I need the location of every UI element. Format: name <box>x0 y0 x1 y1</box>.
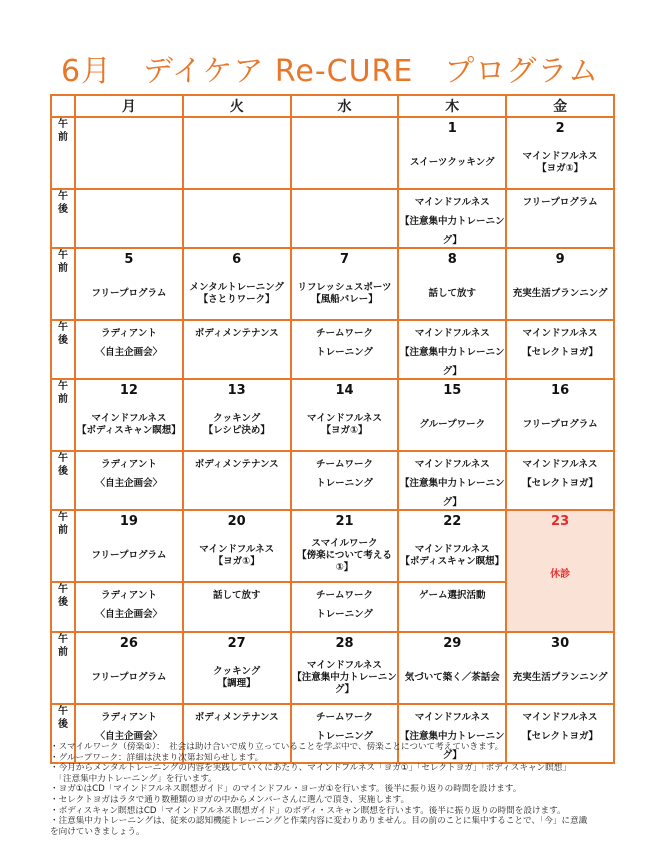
day-number: 7 <box>339 252 350 267</box>
weekday-header: 水 <box>291 95 399 117</box>
am-program: マインドフルネス 【ヨガ①】 <box>199 544 275 567</box>
day-number: 8 <box>447 252 457 267</box>
day-cell-am <box>75 248 183 320</box>
day-number: 13 <box>227 383 246 398</box>
am-program: 充実生活プランニング <box>512 288 608 299</box>
day-cell-am <box>291 510 399 582</box>
day-cell-am <box>183 117 291 189</box>
pm-program: ボディメンテナンス <box>194 459 279 470</box>
day-cell-am <box>291 379 399 451</box>
day-number: 5 <box>124 252 134 267</box>
program-calendar <box>50 94 615 764</box>
day-cell-pm <box>75 451 183 510</box>
day-number: 20 <box>227 514 246 529</box>
am-program: マインドフルネス 【ボディスキャン瞑想】 <box>400 544 505 567</box>
am-program: フリープログラム <box>522 419 598 430</box>
am-program: グループワーク <box>419 419 486 430</box>
day-cell-am <box>291 248 399 320</box>
day-cell-pm <box>183 451 291 510</box>
day-cell-pm <box>506 451 614 510</box>
day-cell-am <box>398 379 506 451</box>
day-cell-pm <box>398 451 506 510</box>
day-cell-am <box>75 510 183 582</box>
day-cell-am <box>506 632 614 704</box>
pm-program: ボディメンテナンス <box>194 712 279 723</box>
day-number: 14 <box>335 383 354 398</box>
day-number <box>292 118 398 139</box>
weekday-header: 火 <box>183 95 291 117</box>
pm-program: チームワーク トレーニング <box>315 328 373 358</box>
pm-program: ゲーム選択活動 <box>419 590 486 601</box>
pm-label: 午 後 <box>51 189 75 248</box>
week-pm-row <box>51 451 614 510</box>
pm-label: 午 後 <box>51 320 75 379</box>
day-cell-am <box>183 248 291 320</box>
day-number: 12 <box>119 383 138 398</box>
am-program: マインドフルネス 【注意集中力トレーニング】 <box>292 660 397 695</box>
day-number: 19 <box>119 514 138 529</box>
am-label: 午 前 <box>51 632 75 704</box>
day-number: 1 <box>447 121 457 136</box>
note-line: ・セレクトヨガはラタで通り数種類のヨガの中からメンバーさんに選んで頂き、実施します。 <box>50 794 410 805</box>
pm-program: マインドフルネス 【注意集中力トレーニング】 <box>400 459 505 508</box>
day-number: 26 <box>119 636 138 651</box>
note-line: を向けていきましょう。 <box>50 826 145 837</box>
day-number: 30 <box>551 636 570 651</box>
am-program: フリープログラム <box>91 672 167 683</box>
week-am-row <box>51 510 614 582</box>
am-program: リフレッシュスポーツ 【風船バレー】 <box>297 282 392 305</box>
pm-program: ラディアント 〈自主企画会〉 <box>95 712 163 742</box>
am-label: 午 前 <box>51 248 75 320</box>
day-cell-am <box>506 248 614 320</box>
note-line: ・注意集中力トレーニングは、従来の認知機能トレーニングと作業内容に変わりありません。目の前のことに集中することで、「今」に意識 <box>50 816 588 827</box>
am-label: 午 前 <box>51 510 75 582</box>
am-program: フリープログラム <box>91 550 167 561</box>
am-program: メンタルトレーニング 【さとりワーク】 <box>189 282 284 305</box>
day-number <box>76 118 182 139</box>
header-corner <box>51 95 75 117</box>
day-cell-am <box>506 117 614 189</box>
pm-program: 話して放す <box>212 590 261 601</box>
pm-program: ラディアント 〈自主企画会〉 <box>95 590 163 620</box>
day-cell-am <box>183 632 291 704</box>
day-cell-pm <box>183 320 291 379</box>
day-cell-am <box>291 117 399 189</box>
note-line: 「注意集中力トレーニング」を行います。 <box>50 773 217 784</box>
day-cell-am <box>183 379 291 451</box>
pm-program: マインドフルネス 【注意集中力トレーニング】 <box>400 712 505 761</box>
note-line: ・ヨガ①はCD「マインドフルネス瞑想ガイド」のマインドフル・ヨーガ①を行います。後半に振り返りの時間を設けます。 <box>50 784 522 795</box>
day-number: 16 <box>551 383 570 398</box>
pm-program: チームワーク トレーニング <box>315 459 373 489</box>
weekday-header: 月 <box>75 95 183 117</box>
day-cell-pm <box>183 189 291 248</box>
am-program: クッキング 【レシピ決め】 <box>203 413 270 436</box>
week-pm-row <box>51 320 614 379</box>
day-cell-am <box>291 632 399 704</box>
day-cell-pm <box>398 320 506 379</box>
am-program: フリープログラム <box>91 288 167 299</box>
day-cell-am <box>398 117 506 189</box>
am-program: 気づいて築く／茶話会 <box>404 672 500 683</box>
weekday-header: 木 <box>398 95 506 117</box>
pm-program: チームワーク トレーニング <box>315 712 373 742</box>
day-cell-pm <box>398 582 506 632</box>
holiday-cell <box>506 510 614 632</box>
day-number: 28 <box>335 636 354 651</box>
day-number: 15 <box>443 383 462 398</box>
day-cell-pm <box>398 189 506 248</box>
day-cell-pm <box>506 320 614 379</box>
am-program: 話して放す <box>428 288 477 299</box>
day-cell-am <box>183 510 291 582</box>
day-cell-am <box>398 510 506 582</box>
day-cell-am <box>75 632 183 704</box>
pm-program: チームワーク トレーニング <box>315 590 373 620</box>
week-pm-row <box>51 189 614 248</box>
pm-program: マインドフルネス 【注意集中力トレーニング】 <box>400 197 505 246</box>
day-number: 21 <box>335 514 354 529</box>
pm-program: マインドフルネス 【セレクトヨガ】 <box>522 712 599 742</box>
note-line: ・ボディスキャン瞑想はCD「マインドフルネス瞑想ガイド」のボディ・スキャン瞑想を行います。後半に振り返りの時間を設けます。 <box>50 805 566 816</box>
holiday-label: 休診 <box>550 568 571 580</box>
pm-program: マインドフルネス 【注意集中力トレーニング】 <box>400 328 505 377</box>
pm-label: 午 後 <box>51 582 75 632</box>
day-number: 6 <box>232 252 242 267</box>
pm-label: 午 後 <box>51 704 75 763</box>
am-program: スイーツクッキング <box>410 157 495 168</box>
am-program: マインドフルネス 【ボディスキャン瞑想】 <box>77 413 181 436</box>
pm-program: ボディメンテナンス <box>194 328 279 339</box>
am-program: 充実生活プランニング <box>512 672 608 683</box>
day-number: 27 <box>227 636 246 651</box>
day-cell-pm <box>506 189 614 248</box>
day-number: 29 <box>443 636 462 651</box>
pm-label: 午 後 <box>51 451 75 510</box>
day-cell-pm <box>183 582 291 632</box>
note-line: ・今月からメンタルトレーニングの内容を実践していくにあたり、マインドフルネス「ヨガ①」「セレクトヨガ」「ボディスキャン瞑想」 <box>50 763 571 774</box>
day-cell-pm <box>75 582 183 632</box>
pm-program: ラディアント 〈自主企画会〉 <box>95 328 163 358</box>
day-cell-am <box>398 632 506 704</box>
day-cell-am <box>75 117 183 189</box>
am-program: マインドフルネス 【ヨガ①】 <box>522 151 598 174</box>
day-number <box>184 118 290 139</box>
pm-program: ラディアント 〈自主企画会〉 <box>95 459 163 489</box>
week-am-row <box>51 632 614 704</box>
am-program: スマイルワーク 【傍楽について考える①】 <box>297 538 392 573</box>
day-cell-pm <box>291 451 399 510</box>
day-number: 22 <box>443 514 462 529</box>
am-label: 午 前 <box>51 379 75 451</box>
day-cell-am <box>506 379 614 451</box>
week-am-row <box>51 248 614 320</box>
am-program: マインドフルネス 【ヨガ①】 <box>307 413 382 436</box>
day-number: 2 <box>555 121 565 136</box>
note-line: ・グループワーク：詳細は決まり次第お知らせします。 <box>50 752 264 763</box>
day-cell-pm <box>291 189 399 248</box>
weekday-header-row <box>51 95 614 117</box>
pm-program: マインドフルネス 【セレクトヨガ】 <box>522 328 599 358</box>
day-cell-pm <box>75 320 183 379</box>
page-title: 6月 デイケア Re-CURE プログラム <box>60 54 600 89</box>
day-number: 23 <box>551 514 570 529</box>
day-cell-am <box>75 379 183 451</box>
am-program: クッキング 【調理】 <box>213 666 261 689</box>
note-line: ・スマイルワーク（傍楽①）： 社会は助け合いで成り立っていることを学ぶ中で、傍楽ことについて考えていきます。 <box>50 742 504 752</box>
day-cell-pm <box>291 320 399 379</box>
day-cell-pm <box>291 582 399 632</box>
weekday-header: 金 <box>506 95 614 117</box>
day-number: 9 <box>555 252 565 267</box>
week-am-row <box>51 117 614 189</box>
pm-program: マインドフルネス 【セレクトヨガ】 <box>522 459 599 489</box>
am-label: 午 前 <box>51 117 75 189</box>
day-cell-am <box>398 248 506 320</box>
day-cell-pm <box>75 189 183 248</box>
week-am-row <box>51 379 614 451</box>
pm-program: フリープログラム <box>522 197 598 208</box>
notes-section <box>50 742 620 837</box>
